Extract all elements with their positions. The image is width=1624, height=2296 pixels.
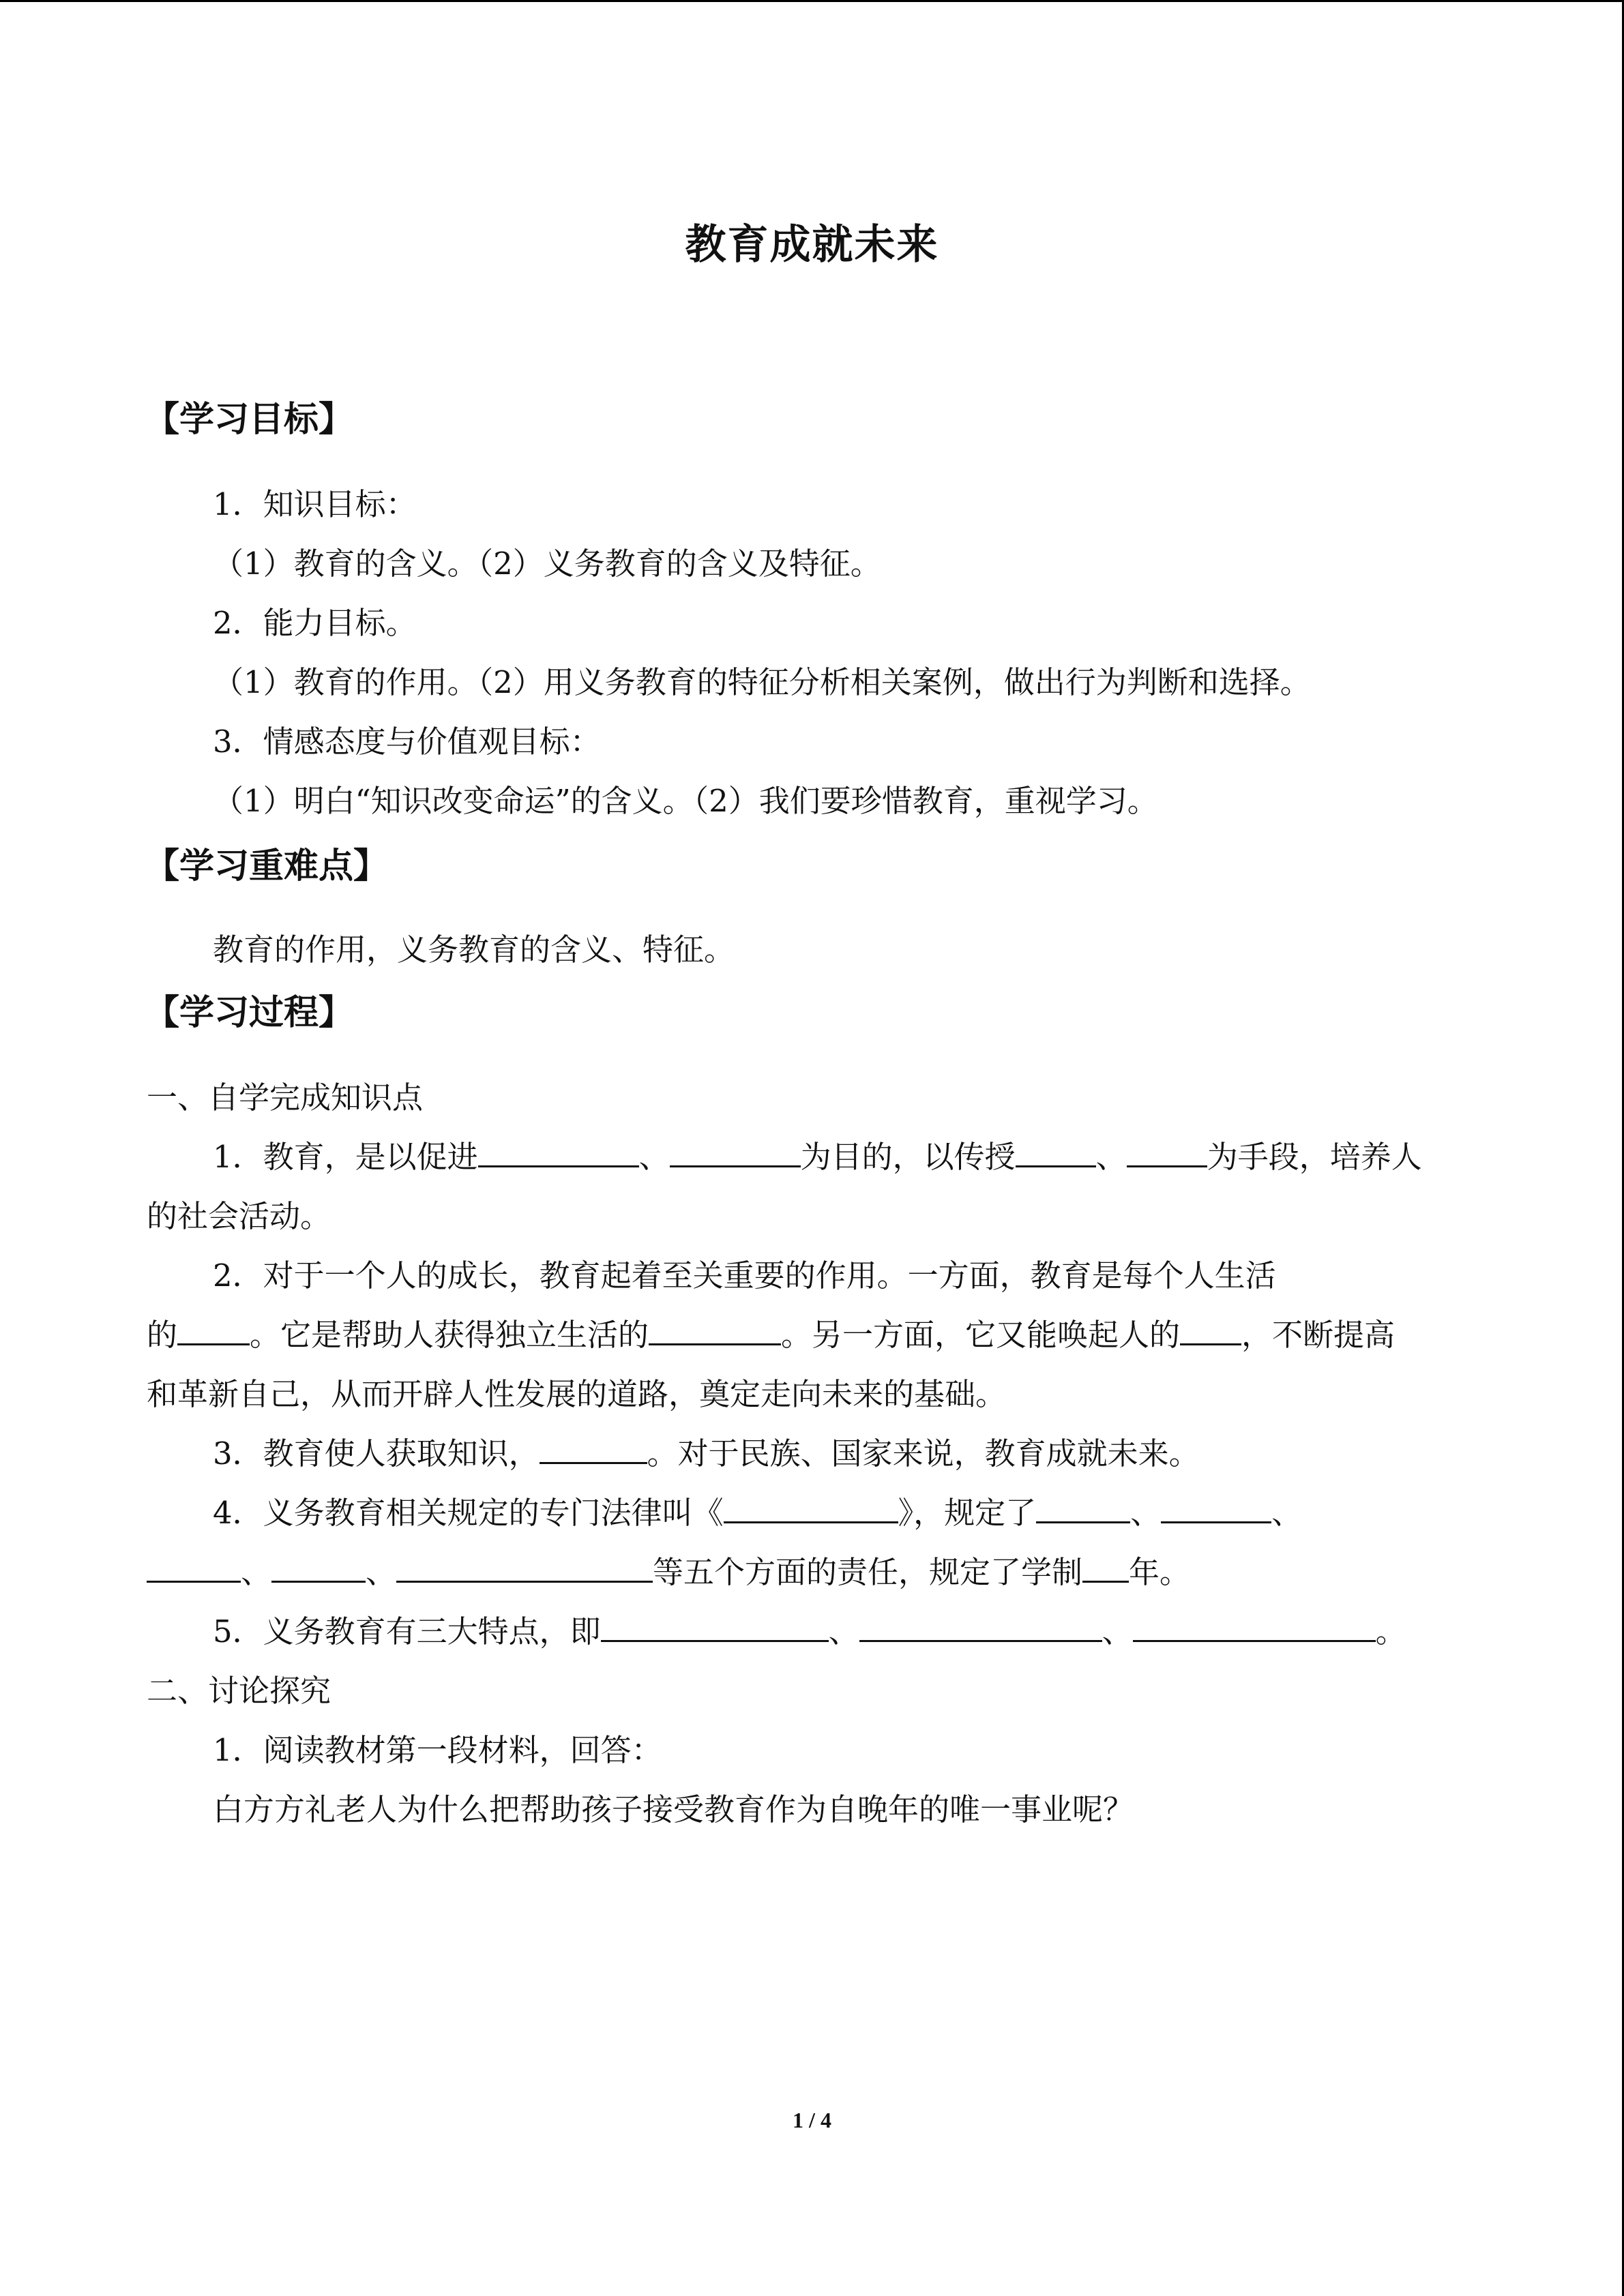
- separator: 、: [1102, 1613, 1133, 1650]
- key-points-text: 教育的作用，义务教育的含义、特征。: [213, 931, 735, 968]
- fill-blank[interactable]: [670, 1139, 801, 1167]
- knowledge-goal-label: 1．知识目标：: [213, 486, 417, 522]
- question-5-text-a: 5．义务教育有三大特点，即: [213, 1613, 601, 1650]
- question-4-text-a: 4．义务教育相关规定的专门法律叫《: [213, 1495, 724, 1531]
- section-heading-process: 【学习过程】: [145, 993, 354, 1033]
- question-3-text-a: 3．教育使人获取知识，: [213, 1435, 540, 1472]
- separator: 、: [1271, 1495, 1303, 1531]
- separator: 、: [241, 1554, 272, 1590]
- question-4-text-c: 等五个方面的责任，规定了学制: [653, 1554, 1083, 1590]
- question-2-line-1: 2．对于一个人的成长，教育起着至关重要的作用。一方面，教育是每个人生活: [213, 1257, 1276, 1294]
- fill-blank[interactable]: [724, 1495, 898, 1523]
- question-2-line-2: [147, 1310, 1395, 1354]
- question-2-text-d: 。另一方面，它又能唤起人的: [781, 1317, 1181, 1353]
- fill-blank[interactable]: [147, 1555, 241, 1583]
- fill-blank[interactable]: [478, 1139, 639, 1167]
- section-heading-goals: 【学习目标】: [145, 400, 354, 440]
- question-4-text-d: 年。: [1129, 1554, 1191, 1590]
- discussion-1-question: 白方方礼老人为什么把帮助孩子接受教育作为自晚年的唯一事业呢？: [213, 1791, 1134, 1828]
- fill-blank[interactable]: [1180, 1317, 1241, 1345]
- fill-blank[interactable]: [1016, 1139, 1096, 1167]
- emotion-goal-items: （1）明白“知识改变命运”的含义。（2）我们要珍惜教育，重视学习。: [213, 783, 1158, 819]
- question-2-text-c: 。它是帮助人获得独立生活的: [250, 1317, 649, 1353]
- knowledge-goal-items: （1）教育的含义。（2）义务教育的含义及特征。: [213, 546, 881, 582]
- question-1-line-1: [213, 1132, 1422, 1176]
- fill-blank[interactable]: [1161, 1495, 1271, 1523]
- fill-blank[interactable]: [177, 1317, 250, 1345]
- ability-goal-items: （1）教育的作用。（2）用义务教育的特征分析相关案例，做出行为判断和选择。: [213, 664, 1311, 700]
- ability-goal-label: 2．能力目标。: [213, 605, 417, 641]
- emotion-goal-label: 3．情感态度与价值观目标：: [213, 724, 601, 760]
- document-title: 教育成就未来: [685, 221, 939, 269]
- fill-blank[interactable]: [540, 1436, 647, 1464]
- separator: 、: [828, 1613, 859, 1650]
- fill-blank[interactable]: [649, 1317, 781, 1345]
- separator: 、: [366, 1554, 397, 1590]
- section-heading-key-points: 【学习重难点】: [145, 846, 389, 886]
- question-2-text-b: 的: [147, 1317, 178, 1353]
- part1-title: 一、自学完成知识点: [147, 1079, 424, 1116]
- fill-blank[interactable]: [1082, 1555, 1129, 1583]
- fill-blank[interactable]: [859, 1614, 1102, 1642]
- fill-blank[interactable]: [396, 1555, 653, 1583]
- question-4-text-b: 》，规定了: [898, 1495, 1037, 1531]
- separator: 、: [638, 1139, 670, 1175]
- period: 。: [1375, 1613, 1406, 1650]
- question-3-line: [213, 1429, 1200, 1473]
- question-1-text-c: 为手段，培养人: [1207, 1139, 1422, 1175]
- fill-blank[interactable]: [271, 1555, 366, 1583]
- page-number: 1 / 4: [793, 2108, 831, 2132]
- question-2-line-3: 和革新自己，从而开辟人性发展的道路，奠定走向未来的基础。: [147, 1376, 1007, 1412]
- fill-blank[interactable]: [601, 1614, 829, 1642]
- question-3-text-b: 。对于民族、国家来说，教育成就未来。: [647, 1435, 1200, 1472]
- question-1-text-a: 1．教育，是以促进: [213, 1139, 478, 1175]
- separator: 、: [1095, 1139, 1127, 1175]
- question-1-line-2: 的社会活动。: [147, 1198, 331, 1234]
- question-1-text-b: 为目的，以传授: [800, 1139, 1016, 1175]
- question-4-line-1: [213, 1488, 1302, 1532]
- separator: 、: [1130, 1495, 1162, 1531]
- question-2-text-e: ，不断提高: [1241, 1317, 1396, 1353]
- question-4-line-2: [147, 1547, 1190, 1592]
- fill-blank[interactable]: [1036, 1495, 1130, 1523]
- fill-blank[interactable]: [1127, 1139, 1207, 1167]
- question-5-line: [213, 1607, 1406, 1651]
- part2-title: 二、讨论探究: [147, 1673, 331, 1709]
- discussion-1-label: 1．阅读教材第一段材料，回答：: [213, 1732, 662, 1768]
- fill-blank[interactable]: [1133, 1614, 1376, 1642]
